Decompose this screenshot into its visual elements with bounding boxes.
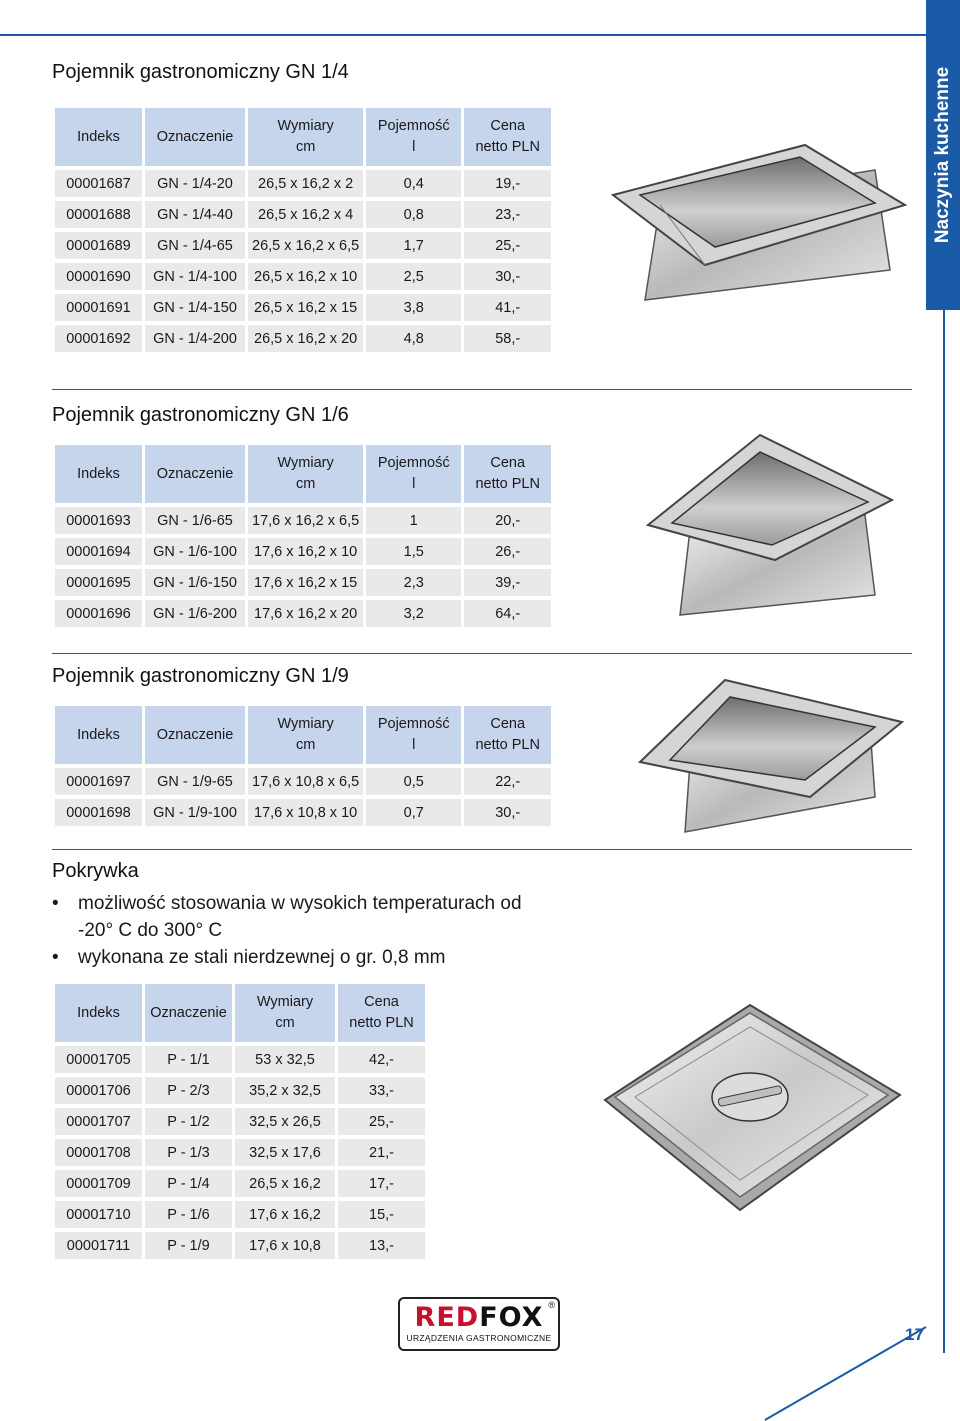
table-cell: 42,- xyxy=(338,1046,425,1073)
table-cell: 26,5 x 16,2 xyxy=(235,1170,335,1197)
gn19-container-image xyxy=(630,672,910,842)
table-gn14 xyxy=(52,104,554,356)
table-cell: GN - 1/4-65 xyxy=(145,232,245,259)
table-cell: P - 1/2 xyxy=(145,1108,232,1135)
table-row xyxy=(55,538,551,565)
col-oznaczenie: Oznaczenie xyxy=(145,706,245,764)
table-cell: 00001687 xyxy=(55,170,142,197)
table-cell: 17,6 x 16,2 x 10 xyxy=(248,538,363,565)
table-cell: P - 1/4 xyxy=(145,1170,232,1197)
table-cell: 13,- xyxy=(338,1232,425,1259)
table-cell: 00001693 xyxy=(55,507,142,534)
table-row xyxy=(55,232,551,259)
table-row xyxy=(55,1139,425,1166)
table-cell: 17,6 x 16,2 xyxy=(235,1201,335,1228)
category-tab-label: Naczynia kuchenne xyxy=(932,66,953,244)
table-cell: 30,- xyxy=(464,263,551,290)
table-cell: 26,5 x 16,2 x 10 xyxy=(248,263,363,290)
table-cell: 17,6 x 10,8 xyxy=(235,1232,335,1259)
table-cell: 19,- xyxy=(464,170,551,197)
table-row xyxy=(55,569,551,596)
table-cell: 20,- xyxy=(464,507,551,534)
table-cell: GN - 1/6-65 xyxy=(145,507,245,534)
table-cell: 17,6 x 10,8 x 6,5 xyxy=(248,768,363,795)
table-cell: 00001692 xyxy=(55,325,142,352)
table-cell: 1,5 xyxy=(366,538,461,565)
table-cell: 3,8 xyxy=(366,294,461,321)
table-row xyxy=(55,1170,425,1197)
table-cell: 1,7 xyxy=(366,232,461,259)
table-body xyxy=(55,768,551,826)
table-cell: 58,- xyxy=(464,325,551,352)
table-cell: GN - 1/6-150 xyxy=(145,569,245,596)
table-cell: 00001707 xyxy=(55,1108,142,1135)
separator xyxy=(52,849,912,850)
table-cell: 3,2 xyxy=(366,600,461,627)
col-cena: Cena netto PLN xyxy=(464,445,551,503)
table-row xyxy=(55,1201,425,1228)
table-body xyxy=(55,170,551,352)
table-row xyxy=(55,1108,425,1135)
separator xyxy=(52,389,912,390)
col-oznaczenie: Oznaczenie xyxy=(145,445,245,503)
table-row xyxy=(55,294,551,321)
table-cell: 0,8 xyxy=(366,201,461,228)
side-rule xyxy=(943,310,945,1353)
table-cell: 4,8 xyxy=(366,325,461,352)
col-pojemnosc: Pojemność l xyxy=(366,108,461,166)
logo-wordmark: REDFOX xyxy=(414,1302,544,1333)
table-cell: 00001711 xyxy=(55,1232,142,1259)
table-cell: 00001709 xyxy=(55,1170,142,1197)
col-cena: Cena netto PLN xyxy=(338,984,425,1042)
table-cell: 22,- xyxy=(464,768,551,795)
table-cell: GN - 1/4-100 xyxy=(145,263,245,290)
table-row xyxy=(55,201,551,228)
table-cell: 0,5 xyxy=(366,768,461,795)
table-cell: 23,- xyxy=(464,201,551,228)
table-cell: 00001694 xyxy=(55,538,142,565)
top-rule xyxy=(0,34,960,36)
table-cell: 15,- xyxy=(338,1201,425,1228)
table-cell: GN - 1/4-150 xyxy=(145,294,245,321)
table-body xyxy=(55,1046,425,1259)
col-wymiary: Wymiary cm xyxy=(248,445,363,503)
table-cell: GN - 1/4-200 xyxy=(145,325,245,352)
table-cell: 26,- xyxy=(464,538,551,565)
table-cell: 41,- xyxy=(464,294,551,321)
lid-image xyxy=(590,985,910,1245)
table-gn19 xyxy=(52,702,554,830)
table-cell: 25,- xyxy=(464,232,551,259)
table-cell: 00001690 xyxy=(55,263,142,290)
col-indeks: Indeks xyxy=(55,984,142,1042)
col-pojemnosc: Pojemność l xyxy=(366,445,461,503)
table-cell: 2,5 xyxy=(366,263,461,290)
feature-list xyxy=(52,890,552,971)
table-row xyxy=(55,1232,425,1259)
table-cell: GN - 1/9-65 xyxy=(145,768,245,795)
table-cell: 30,- xyxy=(464,799,551,826)
col-oznaczenie: Oznaczenie xyxy=(145,108,245,166)
table-cell: 25,- xyxy=(338,1108,425,1135)
table-cell: GN - 1/6-100 xyxy=(145,538,245,565)
gn14-container-image xyxy=(605,95,915,315)
logo-tagline: URZĄDZENIA GASTRONOMICZNE xyxy=(406,1333,552,1343)
table-cell: 26,5 x 16,2 x 2 xyxy=(248,170,363,197)
table-row xyxy=(55,768,551,795)
table-cell: 2,3 xyxy=(366,569,461,596)
table-cell: 00001698 xyxy=(55,799,142,826)
table-cell: 17,6 x 16,2 x 6,5 xyxy=(248,507,363,534)
section-title-gn14: Pojemnik gastronomiczny GN 1/4 xyxy=(52,61,349,83)
table-cell: 21,- xyxy=(338,1139,425,1166)
table-cell: 00001697 xyxy=(55,768,142,795)
table-cell: GN - 1/4-20 xyxy=(145,170,245,197)
table-cell: GN - 1/9-100 xyxy=(145,799,245,826)
table-cell: 17,- xyxy=(338,1170,425,1197)
gn16-container-image xyxy=(640,430,900,630)
table-cell: P - 1/9 xyxy=(145,1232,232,1259)
section-title-gn16: Pojemnik gastronomiczny GN 1/6 xyxy=(52,404,349,426)
table-cell: 00001695 xyxy=(55,569,142,596)
col-indeks: Indeks xyxy=(55,108,142,166)
table-cell: 00001708 xyxy=(55,1139,142,1166)
table-cell: 00001710 xyxy=(55,1201,142,1228)
table-row xyxy=(55,799,551,826)
separator xyxy=(52,653,912,654)
table-cell: 00001689 xyxy=(55,232,142,259)
table-row xyxy=(55,507,551,534)
table-cell: GN - 1/6-200 xyxy=(145,600,245,627)
table-body xyxy=(55,507,551,627)
col-cena: Cena netto PLN xyxy=(464,108,551,166)
table-cell: 64,- xyxy=(464,600,551,627)
table-cell: 17,6 x 16,2 x 20 xyxy=(248,600,363,627)
table-row xyxy=(55,263,551,290)
table-cell: GN - 1/4-40 xyxy=(145,201,245,228)
table-cell: 35,2 x 32,5 xyxy=(235,1077,335,1104)
redfox-logo xyxy=(398,1297,560,1351)
col-wymiary: Wymiary cm xyxy=(248,108,363,166)
table-cell: 17,6 x 16,2 x 15 xyxy=(248,569,363,596)
table-row xyxy=(55,600,551,627)
corner-rule xyxy=(764,1326,926,1421)
table-row xyxy=(55,1046,425,1073)
section-title-gn19: Pojemnik gastronomiczny GN 1/9 xyxy=(52,665,349,687)
table-cell: 00001688 xyxy=(55,201,142,228)
table-row xyxy=(55,1077,425,1104)
category-tab xyxy=(926,0,960,310)
col-indeks: Indeks xyxy=(55,445,142,503)
feature-item: • wykonana ze stali nierdzewnej o gr. 0,8 mm xyxy=(52,944,552,971)
table-pokrywka xyxy=(52,980,428,1263)
table-cell: P - 2/3 xyxy=(145,1077,232,1104)
table-cell: 32,5 x 26,5 xyxy=(235,1108,335,1135)
table-cell: P - 1/3 xyxy=(145,1139,232,1166)
table-cell: 26,5 x 16,2 x 15 xyxy=(248,294,363,321)
table-cell: 00001696 xyxy=(55,600,142,627)
col-oznaczenie: Oznaczenie xyxy=(145,984,232,1042)
section-title-pokrywka: Pokrywka xyxy=(52,860,139,882)
table-row xyxy=(55,325,551,352)
table-cell: 00001705 xyxy=(55,1046,142,1073)
table-cell: 39,- xyxy=(464,569,551,596)
table-cell: 0,7 xyxy=(366,799,461,826)
table-cell: 26,5 x 16,2 x 6,5 xyxy=(248,232,363,259)
table-cell: 32,5 x 17,6 xyxy=(235,1139,335,1166)
table-gn16 xyxy=(52,441,554,631)
col-pojemnosc: Pojemność l xyxy=(366,706,461,764)
feature-item: • możliwość stosowania w wysokich temperaturach od -20° C do 300° C xyxy=(52,890,552,944)
table-cell: P - 1/1 xyxy=(145,1046,232,1073)
table-cell: 33,- xyxy=(338,1077,425,1104)
table-cell: 17,6 x 10,8 x 10 xyxy=(248,799,363,826)
col-wymiary: Wymiary cm xyxy=(248,706,363,764)
table-cell: 26,5 x 16,2 x 20 xyxy=(248,325,363,352)
table-cell: 26,5 x 16,2 x 4 xyxy=(248,201,363,228)
registered-mark: ® xyxy=(548,1300,555,1310)
col-wymiary: Wymiary cm xyxy=(235,984,335,1042)
table-cell: P - 1/6 xyxy=(145,1201,232,1228)
col-indeks: Indeks xyxy=(55,706,142,764)
table-cell: 00001691 xyxy=(55,294,142,321)
table-cell: 53 x 32,5 xyxy=(235,1046,335,1073)
col-cena: Cena netto PLN xyxy=(464,706,551,764)
table-cell: 0,4 xyxy=(366,170,461,197)
table-row xyxy=(55,170,551,197)
page-number: 17 xyxy=(905,1325,924,1344)
table-cell: 00001706 xyxy=(55,1077,142,1104)
table-cell: 1 xyxy=(366,507,461,534)
